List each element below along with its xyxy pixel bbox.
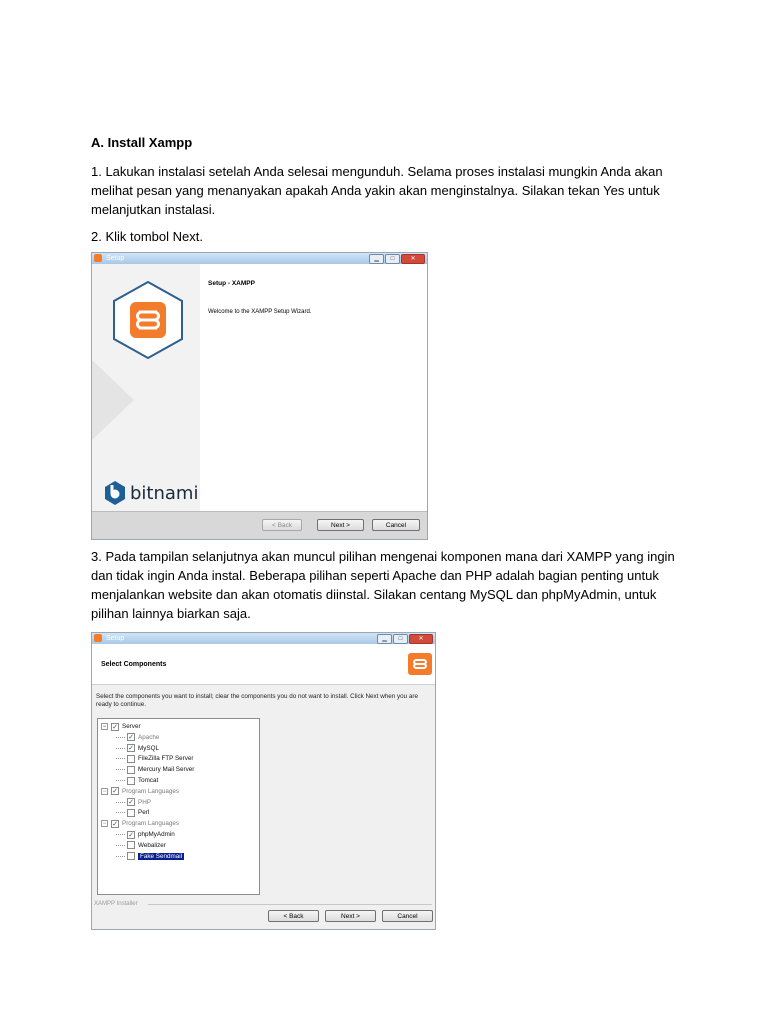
component-checkbox[interactable]: [127, 766, 135, 774]
component-checkbox[interactable]: ✓: [112, 820, 118, 828]
component-checkbox[interactable]: ✓: [128, 734, 134, 742]
component-checkbox[interactable]: [127, 755, 135, 763]
paragraph-step-3: 3. Pada tampilan selanjutnya akan muncul pilihan mengenai komponen mana dari XAMPP yang ingin dan tidak ingin Anda instal. Beberapa pilihan seperti Apache dan PHP adalah bagian penting untuk menjalankan website dan akan otomatis diinstal. Silakan centang MySQL dan phpMyAdmin, untuk pilihan lainnya biarkan saja.: [91, 549, 675, 621]
window-title: Setup: [106, 255, 125, 262]
tree-item[interactable]: [101, 721, 141, 732]
component-checkbox[interactable]: [127, 841, 135, 849]
expand-toggle-icon[interactable]: −: [102, 821, 107, 828]
component-checkbox[interactable]: ✓: [128, 831, 134, 839]
back-button[interactable]: < Back: [268, 910, 319, 922]
component-checkbox[interactable]: ✓: [112, 788, 118, 796]
setup-heading: Setup - XAMPP: [208, 280, 255, 287]
maximize-icon[interactable]: □: [385, 254, 400, 264]
component-label: Tomcat: [138, 777, 159, 784]
wizard-side-panel: [92, 264, 200, 512]
components-header: [92, 644, 435, 685]
expand-toggle-icon[interactable]: −: [102, 788, 107, 795]
component-label: Program Languages: [122, 787, 180, 795]
component-checkbox[interactable]: [127, 852, 135, 860]
component-checkbox[interactable]: ✓: [112, 723, 118, 731]
window-title: Setup: [106, 635, 125, 642]
component-label: Server: [122, 723, 141, 730]
component-label: PHP: [138, 798, 151, 806]
component-checkbox[interactable]: ✓: [128, 745, 134, 753]
tree-item[interactable]: [112, 764, 194, 775]
component-checkbox[interactable]: ✓: [128, 799, 134, 807]
section-heading: A. Install Xampp: [91, 135, 193, 150]
component-label: phpMyAdmin: [138, 831, 175, 838]
bitnami-label: bitnami: [130, 482, 199, 504]
window-title-bar: [92, 253, 427, 264]
paragraph-step-2: 2. Klik tombol Next.: [91, 229, 203, 244]
bitnami-brand: [104, 480, 198, 506]
tree-item[interactable]: [112, 732, 159, 743]
close-icon[interactable]: ✕: [401, 254, 425, 264]
tree-item[interactable]: [112, 840, 166, 851]
tree-item[interactable]: [112, 743, 159, 754]
next-button[interactable]: Next >: [325, 910, 376, 922]
tree-item[interactable]: [112, 775, 158, 786]
xampp-app-icon: [94, 254, 102, 262]
back-button[interactable]: < Back: [262, 519, 302, 531]
tree-item[interactable]: [112, 829, 175, 840]
paragraph-step-1: 1. Lakukan instalasi setelah Anda selesai mengunduh. Selama proses instalasi mungkin Anda akan melihat pesan yang menanyakan apakah Anda yakin akan menginstalnya. Silakan tekan Yes untuk melanjutkan instalasi.: [91, 164, 663, 217]
components-heading: Select Components: [101, 661, 167, 668]
installer-label: XAMPP Installer: [94, 901, 138, 907]
tree-item[interactable]: [112, 797, 151, 808]
expand-toggle-icon[interactable]: −: [102, 724, 107, 730]
component-checkbox[interactable]: [127, 777, 135, 785]
component-label: Apache: [138, 733, 160, 741]
component-label: Mercury Mail Server: [138, 766, 195, 774]
welcome-text: Welcome to the XAMPP Setup Wizard.: [208, 309, 312, 315]
window-title-bar: [92, 633, 435, 644]
minimize-icon[interactable]: ▁: [369, 254, 384, 264]
select-components-window: [91, 632, 436, 930]
component-label: Fake Sendmail: [140, 852, 182, 860]
component-checkbox[interactable]: [127, 809, 135, 817]
setup-welcome-window: [91, 252, 428, 540]
component-label: Webalizer: [138, 841, 166, 849]
component-label: Perl: [138, 809, 150, 817]
xampp-logo-icon: [408, 653, 432, 675]
tree-item[interactable]: [101, 818, 179, 829]
cancel-button[interactable]: Cancel: [372, 519, 420, 531]
tree-item[interactable]: [101, 786, 179, 797]
minimize-icon[interactable]: ▁: [377, 634, 392, 644]
maximize-icon[interactable]: □: [393, 634, 408, 644]
component-label: MySQL: [138, 744, 159, 752]
bitnami-logo-icon: [104, 480, 126, 506]
close-icon[interactable]: ✕: [409, 634, 433, 644]
tree-item[interactable]: [112, 753, 194, 764]
component-label: Program Languages: [122, 820, 180, 828]
cancel-button[interactable]: Cancel: [382, 910, 433, 922]
tree-item[interactable]: [112, 851, 184, 862]
wizard-footer: [92, 511, 427, 539]
xampp-app-icon: [94, 634, 102, 642]
xampp-logo-icon: [112, 280, 184, 360]
component-label: FileZilla FTP Server: [138, 755, 194, 763]
components-tree: [97, 718, 260, 895]
next-button[interactable]: Next >: [317, 519, 364, 531]
tree-item[interactable]: [112, 807, 149, 818]
components-description: Select the components you want to install; clear the components you do not want to install. Click Next when you are ready to continue.: [96, 693, 419, 708]
